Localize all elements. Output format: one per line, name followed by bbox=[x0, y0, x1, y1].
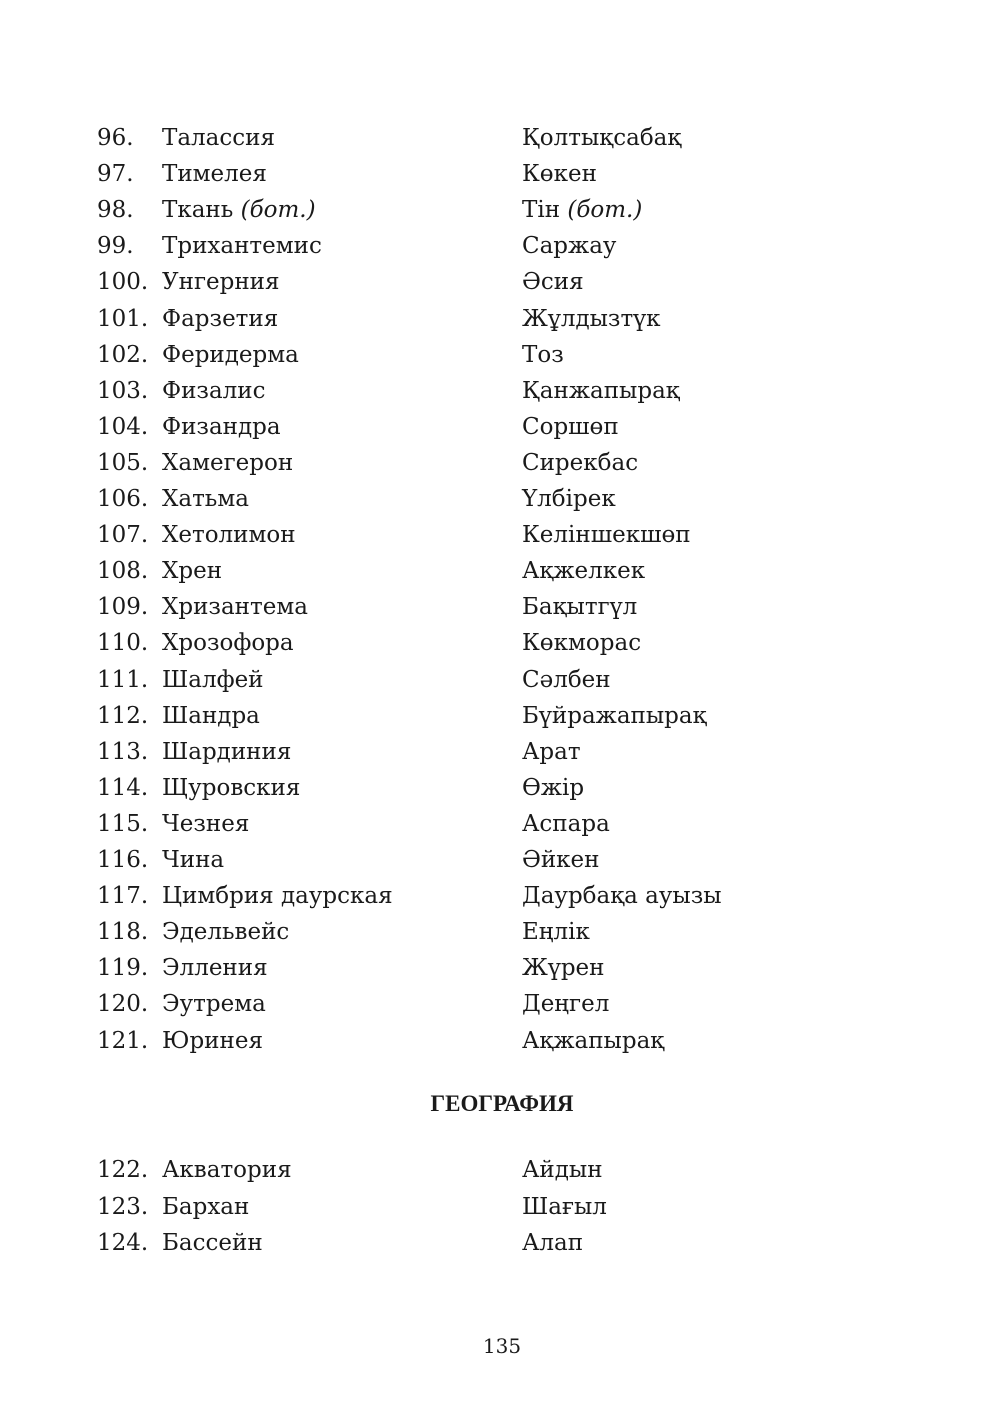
kazakh-term-text: Ақжелкек bbox=[522, 558, 646, 585]
term-number: 119. bbox=[97, 955, 149, 982]
kazakh-term-text: Бақытгүл bbox=[522, 594, 638, 621]
term-number: 112. bbox=[97, 702, 149, 729]
kazakh-term-text: Әйкен bbox=[522, 847, 600, 873]
term-row bbox=[0, 481, 1004, 517]
kazakh-term-text: Көкморас bbox=[522, 630, 642, 657]
kazakh-term bbox=[522, 986, 609, 1022]
kazakh-term bbox=[522, 842, 600, 878]
kazakh-term bbox=[522, 1189, 607, 1225]
russian-term-text: Физандра bbox=[162, 413, 281, 440]
russian-term-text: Фарзетия bbox=[162, 305, 279, 332]
kazakh-term bbox=[522, 589, 637, 625]
term-row bbox=[0, 914, 1004, 950]
russian-term-text: Хамегерон bbox=[162, 449, 294, 476]
russian-term bbox=[162, 698, 260, 734]
russian-term bbox=[162, 662, 264, 698]
term-row bbox=[0, 878, 1004, 914]
term-number: 97. bbox=[97, 161, 134, 188]
russian-term-text: Физалис bbox=[162, 377, 266, 404]
term-row bbox=[0, 553, 1004, 589]
russian-term bbox=[162, 156, 267, 192]
russian-term bbox=[162, 192, 316, 228]
kazakh-term bbox=[522, 553, 645, 589]
russian-term bbox=[162, 228, 322, 264]
russian-term-text: Хатьма bbox=[162, 486, 249, 512]
russian-term-text: Эутрема bbox=[162, 991, 266, 1018]
term-number: 108. bbox=[97, 558, 149, 585]
kazakh-term bbox=[522, 770, 584, 806]
term-row bbox=[0, 734, 1004, 770]
russian-term bbox=[162, 770, 300, 806]
term-number: 113. bbox=[97, 738, 149, 765]
russian-term bbox=[162, 842, 224, 878]
term-number: 102. bbox=[97, 341, 149, 368]
kazakh-term-text: Жұлдызтүк bbox=[522, 305, 661, 332]
kazakh-term-text: Соршөп bbox=[522, 413, 619, 440]
russian-term-text: Трихантемис bbox=[162, 233, 322, 260]
kazakh-term bbox=[522, 409, 619, 445]
kazakh-term-text: Келіншекшөп bbox=[522, 522, 691, 549]
term-row bbox=[0, 264, 1004, 300]
kazakh-term bbox=[522, 625, 641, 661]
russian-term bbox=[162, 264, 280, 300]
russian-term bbox=[162, 806, 249, 842]
term-row bbox=[0, 842, 1004, 878]
russian-term-text: Щуровския bbox=[162, 774, 301, 801]
term-number: 105. bbox=[97, 449, 149, 476]
russian-term bbox=[162, 409, 281, 445]
russian-term bbox=[162, 517, 296, 553]
russian-term-text: Хризантема bbox=[162, 594, 308, 621]
term-number: 104. bbox=[97, 413, 149, 440]
russian-term bbox=[162, 481, 249, 517]
term-row bbox=[0, 1023, 1004, 1059]
kazakh-term bbox=[522, 1023, 664, 1059]
term-number: 123. bbox=[97, 1193, 149, 1220]
kazakh-term bbox=[522, 878, 722, 914]
russian-term bbox=[162, 445, 293, 481]
term-number: 110. bbox=[97, 630, 149, 657]
kazakh-term bbox=[522, 301, 661, 337]
russian-term bbox=[162, 589, 308, 625]
term-row bbox=[0, 589, 1004, 625]
term-number: 115. bbox=[97, 810, 149, 837]
term-number: 103. bbox=[97, 377, 149, 404]
russian-term bbox=[162, 950, 268, 986]
kazakh-term-text: Тоз bbox=[522, 341, 564, 368]
kazakh-term-text: Әсия bbox=[522, 269, 584, 296]
russian-term bbox=[162, 734, 291, 770]
kazakh-term-text: Арат bbox=[522, 738, 581, 765]
russian-term-text: Хрозофора bbox=[162, 630, 294, 657]
kazakh-term-text: Жүрен bbox=[522, 955, 605, 982]
term-number: 118. bbox=[97, 919, 149, 946]
russian-term bbox=[162, 301, 278, 337]
kazakh-term bbox=[522, 373, 680, 409]
kazakh-term-text: Аспара bbox=[522, 810, 610, 837]
kazakh-term-text: Саржау bbox=[522, 233, 617, 260]
russian-term bbox=[162, 120, 275, 156]
russian-term-text: Бархан bbox=[162, 1193, 250, 1220]
kazakh-term-text: Қанжапырақ bbox=[522, 377, 680, 404]
russian-term-text: Элления bbox=[162, 955, 268, 982]
russian-term-text: Ткань bbox=[162, 197, 234, 224]
russian-term-text: Хетолимон bbox=[162, 522, 296, 549]
term-number: 111. bbox=[97, 666, 149, 693]
kazakh-term-text: Ақжапырақ bbox=[522, 1027, 665, 1054]
term-number: 124. bbox=[97, 1230, 149, 1256]
russian-term-text: Шардиния bbox=[162, 738, 292, 765]
term-number: 106. bbox=[97, 486, 149, 512]
term-number: 99. bbox=[97, 233, 134, 260]
term-number: 120. bbox=[97, 991, 149, 1018]
russian-term-text: Унгерния bbox=[162, 269, 280, 296]
russian-term-text: Талассия bbox=[162, 125, 275, 151]
term-row bbox=[0, 950, 1004, 986]
kazakh-term bbox=[522, 734, 581, 770]
term-row bbox=[0, 986, 1004, 1022]
kazakh-term bbox=[522, 914, 590, 950]
term-row bbox=[0, 228, 1004, 264]
kazakh-term bbox=[522, 481, 616, 517]
kazakh-term-note: (бот.) bbox=[567, 197, 643, 224]
term-row bbox=[0, 1152, 1004, 1188]
russian-term-text: Акватория bbox=[162, 1157, 292, 1183]
russian-term-text: Бассейн bbox=[162, 1230, 263, 1256]
kazakh-term-text: Көкен bbox=[522, 161, 597, 188]
kazakh-term-text: Қолтықсабақ bbox=[522, 125, 682, 151]
term-row bbox=[0, 409, 1004, 445]
russian-term bbox=[162, 878, 393, 914]
kazakh-term bbox=[522, 156, 597, 192]
kazakh-term-text: Даурбақа ауызы bbox=[522, 883, 722, 910]
kazakh-term bbox=[522, 337, 564, 373]
russian-term-text: Хрен bbox=[162, 558, 223, 585]
term-row bbox=[0, 1225, 1004, 1261]
kazakh-term-text: Үлбірек bbox=[522, 486, 616, 512]
russian-term bbox=[162, 553, 222, 589]
kazakh-term bbox=[522, 1152, 603, 1188]
russian-term-text: Чина bbox=[162, 847, 225, 873]
kazakh-term bbox=[522, 120, 681, 156]
russian-term-text: Чезнея bbox=[162, 810, 250, 837]
term-number: 122. bbox=[97, 1157, 149, 1183]
kazakh-term bbox=[522, 228, 616, 264]
russian-term bbox=[162, 337, 299, 373]
term-row bbox=[0, 120, 1004, 156]
kazakh-term bbox=[522, 950, 605, 986]
russian-term bbox=[162, 986, 266, 1022]
page-number: 135 bbox=[482, 1334, 522, 1358]
kazakh-term bbox=[522, 806, 610, 842]
term-row bbox=[0, 192, 1004, 228]
term-number: 96. bbox=[97, 125, 134, 151]
term-number: 101. bbox=[97, 305, 149, 332]
term-number: 98. bbox=[97, 197, 134, 224]
term-row bbox=[0, 517, 1004, 553]
russian-term-text: Цимбрия даурская bbox=[162, 883, 393, 910]
term-row bbox=[0, 445, 1004, 481]
kazakh-term bbox=[522, 445, 638, 481]
term-row bbox=[0, 373, 1004, 409]
russian-term-text: Тимелея bbox=[162, 161, 267, 188]
term-number: 114. bbox=[97, 774, 149, 801]
russian-term bbox=[162, 1152, 292, 1188]
term-row bbox=[0, 770, 1004, 806]
kazakh-term bbox=[522, 662, 611, 698]
kazakh-term bbox=[522, 517, 691, 553]
kazakh-term bbox=[522, 264, 584, 300]
kazakh-term-text: Еңлік bbox=[522, 919, 590, 946]
term-row bbox=[0, 156, 1004, 192]
term-row bbox=[0, 625, 1004, 661]
term-row bbox=[0, 806, 1004, 842]
term-number: 121. bbox=[97, 1027, 149, 1054]
kazakh-term-text: Тін bbox=[522, 197, 561, 224]
term-row bbox=[0, 662, 1004, 698]
russian-term-text: Феридерма bbox=[162, 341, 299, 368]
kazakh-term-text: Сирекбас bbox=[522, 449, 639, 476]
kazakh-term-text: Өжір bbox=[522, 774, 585, 801]
kazakh-term bbox=[522, 698, 707, 734]
kazakh-term bbox=[522, 1225, 583, 1261]
russian-term bbox=[162, 373, 266, 409]
russian-term-text: Шандра bbox=[162, 702, 260, 729]
kazakh-term-text: Деңгел bbox=[522, 991, 610, 1018]
russian-term-text: Юринея bbox=[162, 1027, 263, 1054]
russian-term-text: Эдельвейс bbox=[162, 919, 290, 946]
kazakh-term bbox=[522, 192, 642, 228]
russian-term bbox=[162, 1225, 263, 1261]
term-number: 117. bbox=[97, 883, 149, 910]
term-row bbox=[0, 301, 1004, 337]
term-number: 107. bbox=[97, 522, 149, 549]
kazakh-term-text: Айдын bbox=[522, 1157, 603, 1183]
term-row bbox=[0, 698, 1004, 734]
section-heading: ГЕОГРАФИЯ bbox=[430, 1091, 574, 1116]
russian-term bbox=[162, 1189, 249, 1225]
russian-term bbox=[162, 625, 294, 661]
kazakh-term-text: Бүйражапырақ bbox=[522, 702, 707, 729]
russian-term-text: Шалфей bbox=[162, 666, 264, 693]
russian-term-note: (бот.) bbox=[240, 197, 316, 224]
kazakh-term-text: Алап bbox=[522, 1230, 584, 1256]
kazakh-term-text: Сәлбен bbox=[522, 666, 611, 693]
term-number: 100. bbox=[97, 269, 149, 296]
term-number: 109. bbox=[97, 594, 149, 621]
russian-term bbox=[162, 1023, 263, 1059]
term-row bbox=[0, 1189, 1004, 1225]
term-number: 116. bbox=[97, 847, 149, 873]
russian-term bbox=[162, 914, 289, 950]
kazakh-term-text: Шағыл bbox=[522, 1193, 607, 1220]
term-row bbox=[0, 337, 1004, 373]
